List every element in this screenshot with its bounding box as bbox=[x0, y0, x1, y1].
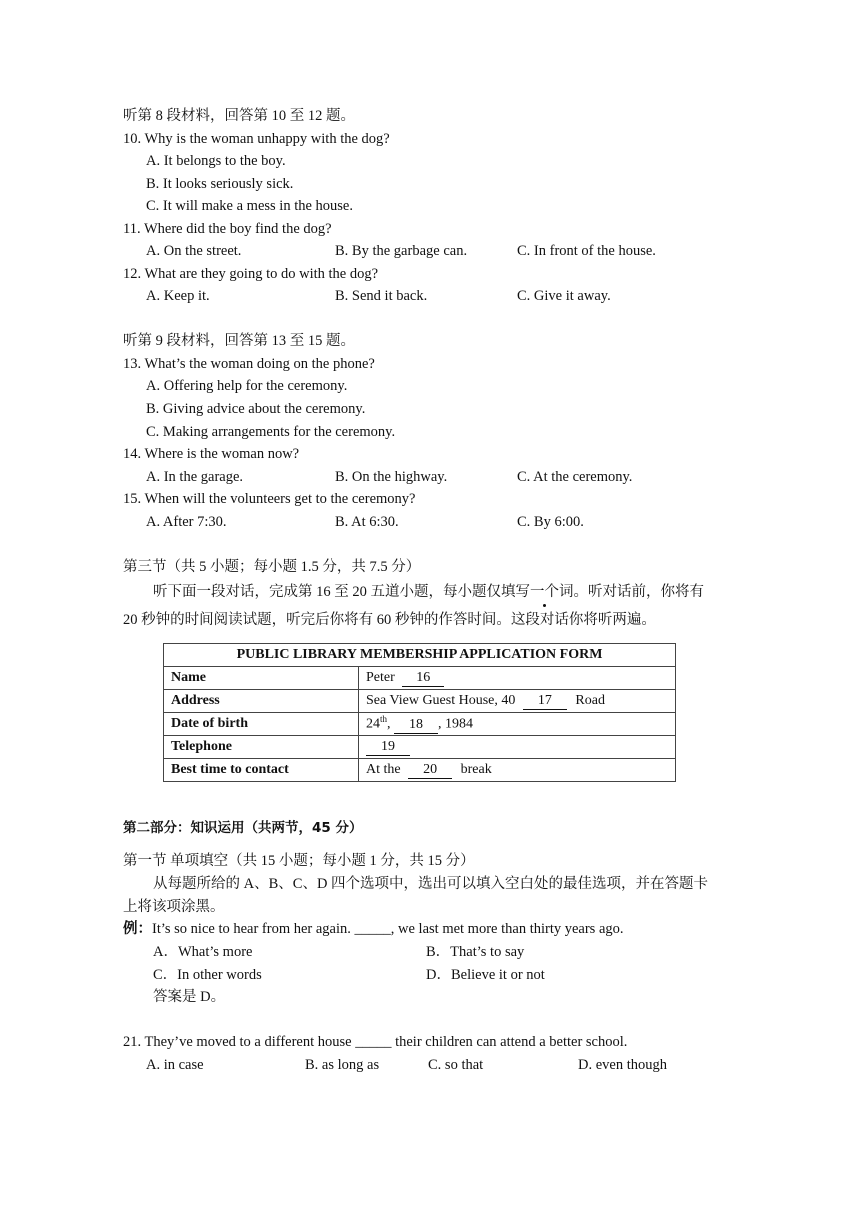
question-13-stem: 13. What’s the woman doing on the phone? bbox=[123, 356, 375, 372]
question-11-option-c: C. In front of the house. bbox=[517, 243, 656, 259]
dob-label: Date of birth bbox=[164, 713, 359, 736]
contact-label: Best time to contact bbox=[164, 759, 359, 782]
question-21-stem: 21. They’ve moved to a different house _____ their children can attend a better school. bbox=[123, 1034, 628, 1050]
example-label: 例： bbox=[123, 921, 152, 937]
membership-form-table bbox=[163, 643, 676, 782]
question-21-option-c: C. so that bbox=[428, 1057, 484, 1073]
part-2-section-1-heading: 第一节 单项填空（共 15 小题；每小题 1 分，共 15 分） bbox=[123, 853, 475, 869]
example-text: It’s so nice to hear from her again. _____, we last met more than thirty years ago. bbox=[152, 921, 624, 937]
question-13-option-c: C. Making arrangements for the ceremony. bbox=[146, 424, 396, 440]
instruction-text: 词。听对话前，你将有 bbox=[559, 584, 704, 600]
blank-17: 17 bbox=[523, 693, 567, 710]
question-14-option-a: A. In the garage. bbox=[146, 469, 244, 485]
section-3-instruction-line-2: 20 秒钟的时间阅读试题，听完后你将有 60 秒钟的作答时间。这段对话你将听两遍。 bbox=[123, 612, 656, 628]
question-12-options bbox=[146, 286, 746, 306]
address-value bbox=[359, 690, 676, 713]
emphasis-text: 一个 bbox=[530, 584, 559, 600]
part-2-instruction-line-1: 从每题所给的 A、B、C、D 四个选项中，选出可以填入空白处的最佳选项，并在答题卡 bbox=[153, 876, 709, 892]
telephone-label: Telephone bbox=[164, 736, 359, 759]
question-11-option-a: A. On the street. bbox=[146, 243, 242, 259]
form-row-contact bbox=[164, 759, 676, 782]
name-prefix: Peter bbox=[366, 669, 395, 685]
example-option-c: C．In other words bbox=[153, 967, 262, 983]
blank-19: 19 bbox=[366, 739, 410, 756]
question-21-option-a: A. in case bbox=[146, 1057, 204, 1073]
form-row-dob bbox=[164, 713, 676, 736]
instruction-text: 听下面一段对话，完成第 16 至 20 五道小题，每小题仅填写 bbox=[153, 584, 530, 600]
section-8-heading: 听第 8 段材料，回答第 10 至 12 题。 bbox=[123, 108, 355, 124]
section-9-heading: 听第 9 段材料，回答第 13 至 15 题。 bbox=[123, 333, 355, 349]
question-12-stem: 12. What are they going to do with the dog? bbox=[123, 266, 379, 282]
question-11-stem: 11. Where did the boy find the dog? bbox=[123, 221, 332, 237]
blank-18: 18 bbox=[394, 717, 438, 734]
question-14-stem: 14. Where is the woman now? bbox=[123, 446, 300, 462]
question-15-option-c: C. By 6:00. bbox=[517, 514, 584, 530]
question-15-options bbox=[146, 512, 746, 532]
example-options-row-1 bbox=[153, 942, 753, 962]
dob-day: 24 bbox=[366, 716, 380, 732]
question-10-option-c: C. It will make a mess in the house. bbox=[146, 198, 353, 214]
contact-suffix: break bbox=[460, 761, 492, 777]
contact-value bbox=[359, 759, 676, 782]
question-13-option-b: B. Giving advice about the ceremony. bbox=[146, 401, 366, 417]
dob-suffix: th bbox=[380, 714, 388, 725]
question-14-options bbox=[146, 467, 746, 487]
form-row-telephone bbox=[164, 736, 676, 759]
blank-16: 16 bbox=[402, 670, 444, 687]
example-options-row-2 bbox=[153, 965, 753, 985]
form-row-name bbox=[164, 667, 676, 690]
part-2-heading: 第二部分：知识运用（共两节，45 分） bbox=[123, 820, 363, 836]
question-21-options bbox=[146, 1055, 746, 1075]
name-value bbox=[359, 667, 676, 690]
question-15-stem: 15. When will the volunteers get to the ceremony? bbox=[123, 491, 416, 507]
question-14-option-c: C. At the ceremony. bbox=[517, 469, 633, 485]
question-10-option-a: A. It belongs to the boy. bbox=[146, 153, 286, 169]
part-2-instruction-line-2: 上将该项涂黑。 bbox=[123, 899, 225, 915]
form-row-address bbox=[164, 690, 676, 713]
question-12-option-a: A. Keep it. bbox=[146, 288, 210, 304]
blank-20: 20 bbox=[408, 762, 452, 779]
address-suffix: Road bbox=[575, 692, 605, 708]
question-15-option-b: B. At 6:30. bbox=[335, 514, 399, 530]
example-option-b: B．That’s to say bbox=[426, 944, 525, 960]
contact-prefix: At the bbox=[366, 761, 401, 777]
question-11-option-b: B. By the garbage can. bbox=[335, 243, 468, 259]
example-option-a: A．What’s more bbox=[153, 944, 253, 960]
question-14-option-b: B. On the highway. bbox=[335, 469, 448, 485]
example-answer: 答案是 D。 bbox=[153, 989, 226, 1005]
name-label: Name bbox=[164, 667, 359, 690]
question-12-option-b: B. Send it back. bbox=[335, 288, 428, 304]
question-15-option-a: A. After 7:30. bbox=[146, 514, 227, 530]
example-line bbox=[123, 919, 624, 939]
dob-year: , 1984 bbox=[438, 716, 474, 732]
question-13-option-a: A. Offering help for the ceremony. bbox=[146, 378, 348, 394]
question-21-option-d: D. even though bbox=[578, 1057, 667, 1073]
address-prefix: Sea View Guest House, 40 bbox=[366, 692, 516, 708]
address-label: Address bbox=[164, 690, 359, 713]
question-10-option-b: B. It looks seriously sick. bbox=[146, 176, 294, 192]
example-option-d: D．Believe it or not bbox=[426, 967, 545, 983]
question-10-stem: 10. Why is the woman unhappy with the dog? bbox=[123, 131, 390, 147]
telephone-value bbox=[359, 736, 676, 759]
dob-value: 24th, 18 , 1984 bbox=[359, 713, 676, 736]
form-title: PUBLIC LIBRARY MEMBERSHIP APPLICATION FORM bbox=[164, 644, 676, 667]
question-21-option-b: B. as long as bbox=[305, 1057, 380, 1073]
section-3-instruction-line-1 bbox=[153, 582, 704, 602]
question-12-option-c: C. Give it away. bbox=[517, 288, 611, 304]
section-3-heading: 第三节（共 5 小题；每小题 1.5 分，共 7.5 分） bbox=[123, 559, 421, 575]
question-11-options bbox=[146, 241, 746, 261]
